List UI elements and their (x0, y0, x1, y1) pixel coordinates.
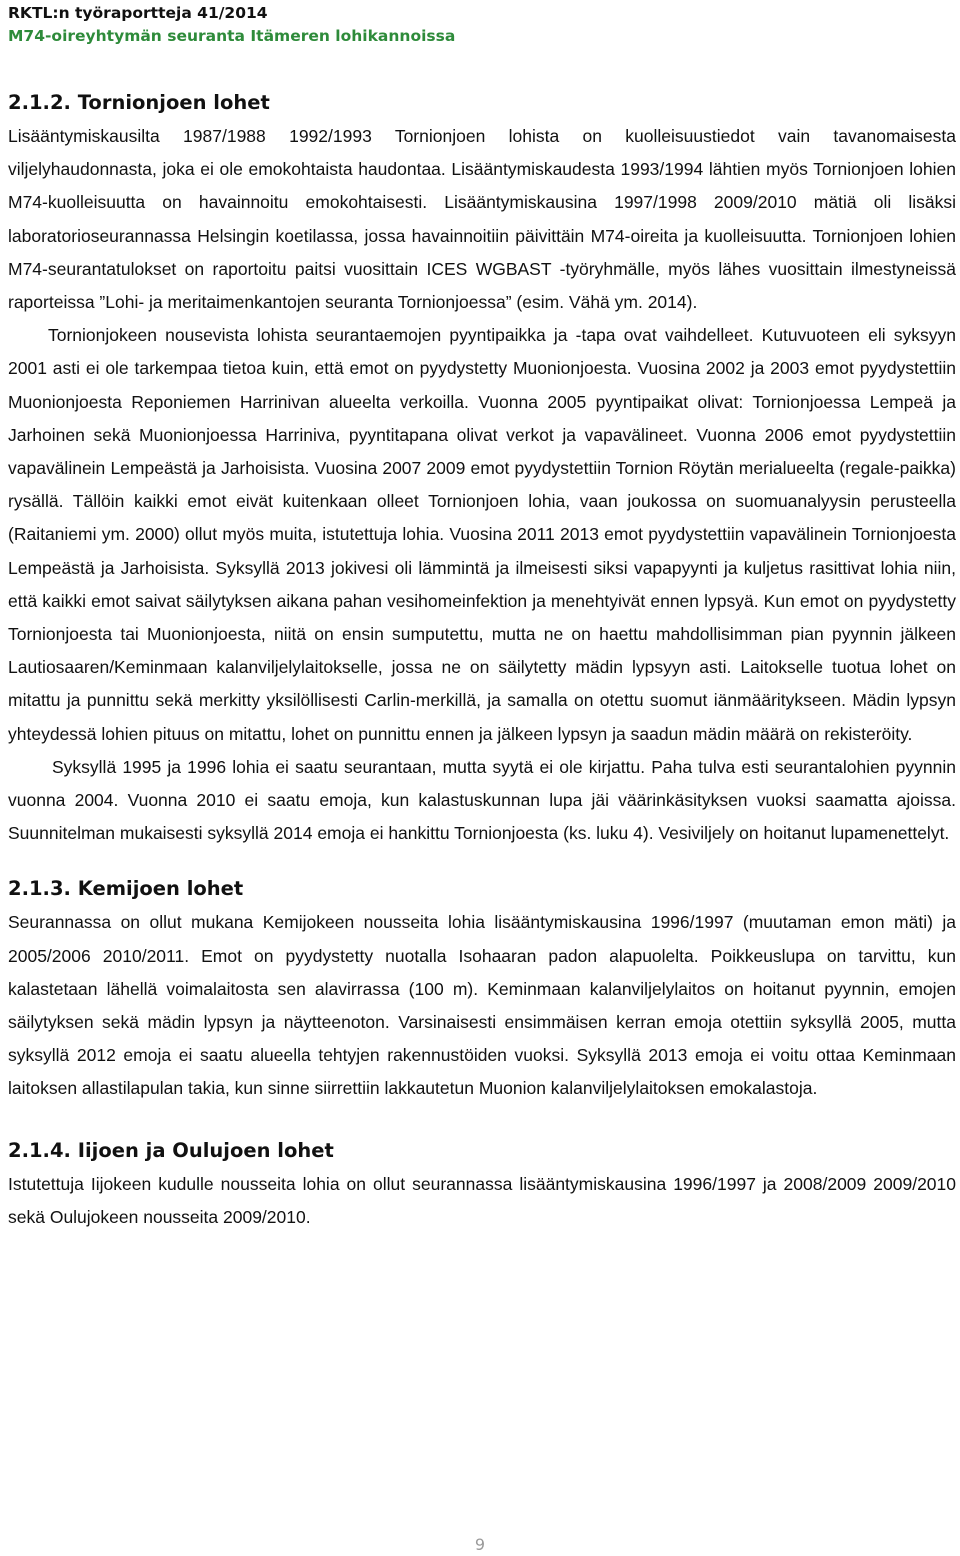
paragraph: Lisääntymiskausilta 1987/1988 1992/1993 Tornionjoen lohista on kuolleisuustiedot vain tavanomaisesta viljelyhaudonnasta, joka ei ole emokohtaista haudontaa. Lisääntymiskaudesta 1993/1994 lähtien myös Tornionjoen lohien M74-kuolleisuutta on havainnoitu emokohtaisesti. Lisääntymiskausina 1997/1998 2009/2010 mätiä oli lisäksi laboratorioseurannassa Helsingin koetilassa, jossa havainnoitiin päivittäin M74-oireita ja kuolleisuutta. Tornionjoen lohien M74-seurantatulokset on raportoitu paitsi vuosittain ICES WGBAST -työryhmälle, myös lähes vuosittain ilmestyneissä raporteissa ”Lohi- ja meritaimenkantojen seuranta Tornionjoessa” (esim. Vähä ym. 2014). (8, 126, 956, 313)
page-header (8, 2, 455, 48)
section-heading-2-1-2: 2.1.2. Tornionjoen lohet (8, 91, 270, 114)
paragraph: Syksyllä 1995 ja 1996 lohia ei saatu seurantaan, mutta syytä ei ole kirjattu. Paha tulva esti seurantalohien pyynnin vuonna 2004. Vuonna 2010 ei saatu emoja, kun kalastuskunnan lupa jäi väärinkäsityksen vuoksi saamatta ajoissa. Suunnitelman mukaisesti syksyllä 2014 emoja ei hankittu Tornionjoesta (ks. luku 4). Vesiviljely on hoitanut lupamenettelyt. (8, 756, 956, 844)
page-number: 9 (474, 1535, 486, 1554)
paragraph: Istutettuja Iijokeen kudulle nousseita lohia on ollut seurannassa lisääntymiskausina 1996/1997 ja 2008/2009 2009/2010 sekä Oulujokeen nousseita 2009/2010. (8, 1173, 956, 1227)
report-series-title: RKTL:n työraportteja 41/2014 (8, 4, 268, 22)
document-body (8, 86, 956, 1234)
report-title: M74-oireyhtymän seuranta Itämeren lohikannoissa (8, 27, 456, 45)
paragraph: Tornionjokeen nousevista lohista seurantaemojen pyyntipaikka ja -tapa ovat vaihdelleet. Kutuvuoteen eli syksyyn 2001 asti ei ole tarkempaa tietoa kuin, että emot on pyydystetty Muonionjoesta. Vuosina 2002 ja 2003 emot pyydystettiin Muonionjoesta Reponiemen Harrinivan alueelta verkoilla. Vuonna 2005 pyyntipaikat olivat: Tornionjoessa Lempeä ja Jarhoinen sekä Muonionjoessa Harriniva, pyyntitapana olivat verkot ja vapavälineet. Vuonna 2006 emot pyydystettiin vapavälinein Lempeästä ja Jarhoisista. Vuosina 2007 2009 emot pyydystettiin Tornion Röytän merialueelta (regale-paikka) rysällä. Tällöin kaikki emot eivät kuitenkaan olleet Tornionjoen lohia, vaan joukossa on suomuanalyysin perusteella (Raitaniemi ym. 2000) ollut myös muita, istutettuja lohia. Vuosina 2011 2013 emot pyydystettiin vapavälinein Tornionjoesta Lempeästä ja Jarhoisista. Syksyllä 2013 jokivesi oli lämmintä ja ilmeisesti siksi vapapyynti ja kuljetus rasittivat lohia niin, että kaikki emot saivat säilytyksen aikana pahan vesihomeinfektion ja menehtyivät ennen lypsyä. Kun emot on pyydystetty Tornionjoesta tai Muonionjoesta, niitä on ensin sumputettu, mutta ne on haettu mahdollisimman pian pyynnin jälkeen Lautiosaaren/Keminmaan kalanviljelylaitokselle, jossa ne on säilytetty mädin lypsyyn asti. Laitokselle tuotua lohet on mitattu ja punnittu sekä merkitty yksilöllisesti Carlin-merkillä, ja samalla on otettu suomut iänmääritykseen. Mädin lypsyn yhteydessä lohien pituus on mitattu, lohet on punnittu ennen ja jälkeen lypsyn ja saadun mädin määrä on rekisteröity. (8, 325, 956, 744)
paragraph: Seurannassa on ollut mukana Kemijokeen nousseita lohia lisääntymiskausina 1996/1997 (muutaman emon mäti) ja 2005/2006 2010/2011. Emot on pyydystetty nuotalla Isohaaran padon alapuolelta. Poikkeuslupa on tarvittu, kun kalastetaan lähellä voimalaitosta sen alavirrassa (100 m). Keminmaan kalanviljelylaitos on hoitanut pyynnin, emojen säilytyksen sekä mädin lypsyn ja näytteenoton. Varsinaisesti ensimmäisen kerran emoja otettiin syksyllä 2005, mutta syksyllä 2012 emoja ei saatu alueella tehtyjen rakennustöiden vuoksi. Syksyllä 2013 emoja ei voitu ottaa Keminmaan laitoksen allastilapulan takia, kun sinne siirrettiin lakkautetun Muonion kalanviljelylaitoksen emokalastoja. (8, 912, 956, 1099)
section-heading-2-1-4: 2.1.4. Iijoen ja Oulujoen lohet (8, 1138, 334, 1162)
section-heading-2-1-3: 2.1.3. Kemijoen lohet (8, 877, 244, 901)
